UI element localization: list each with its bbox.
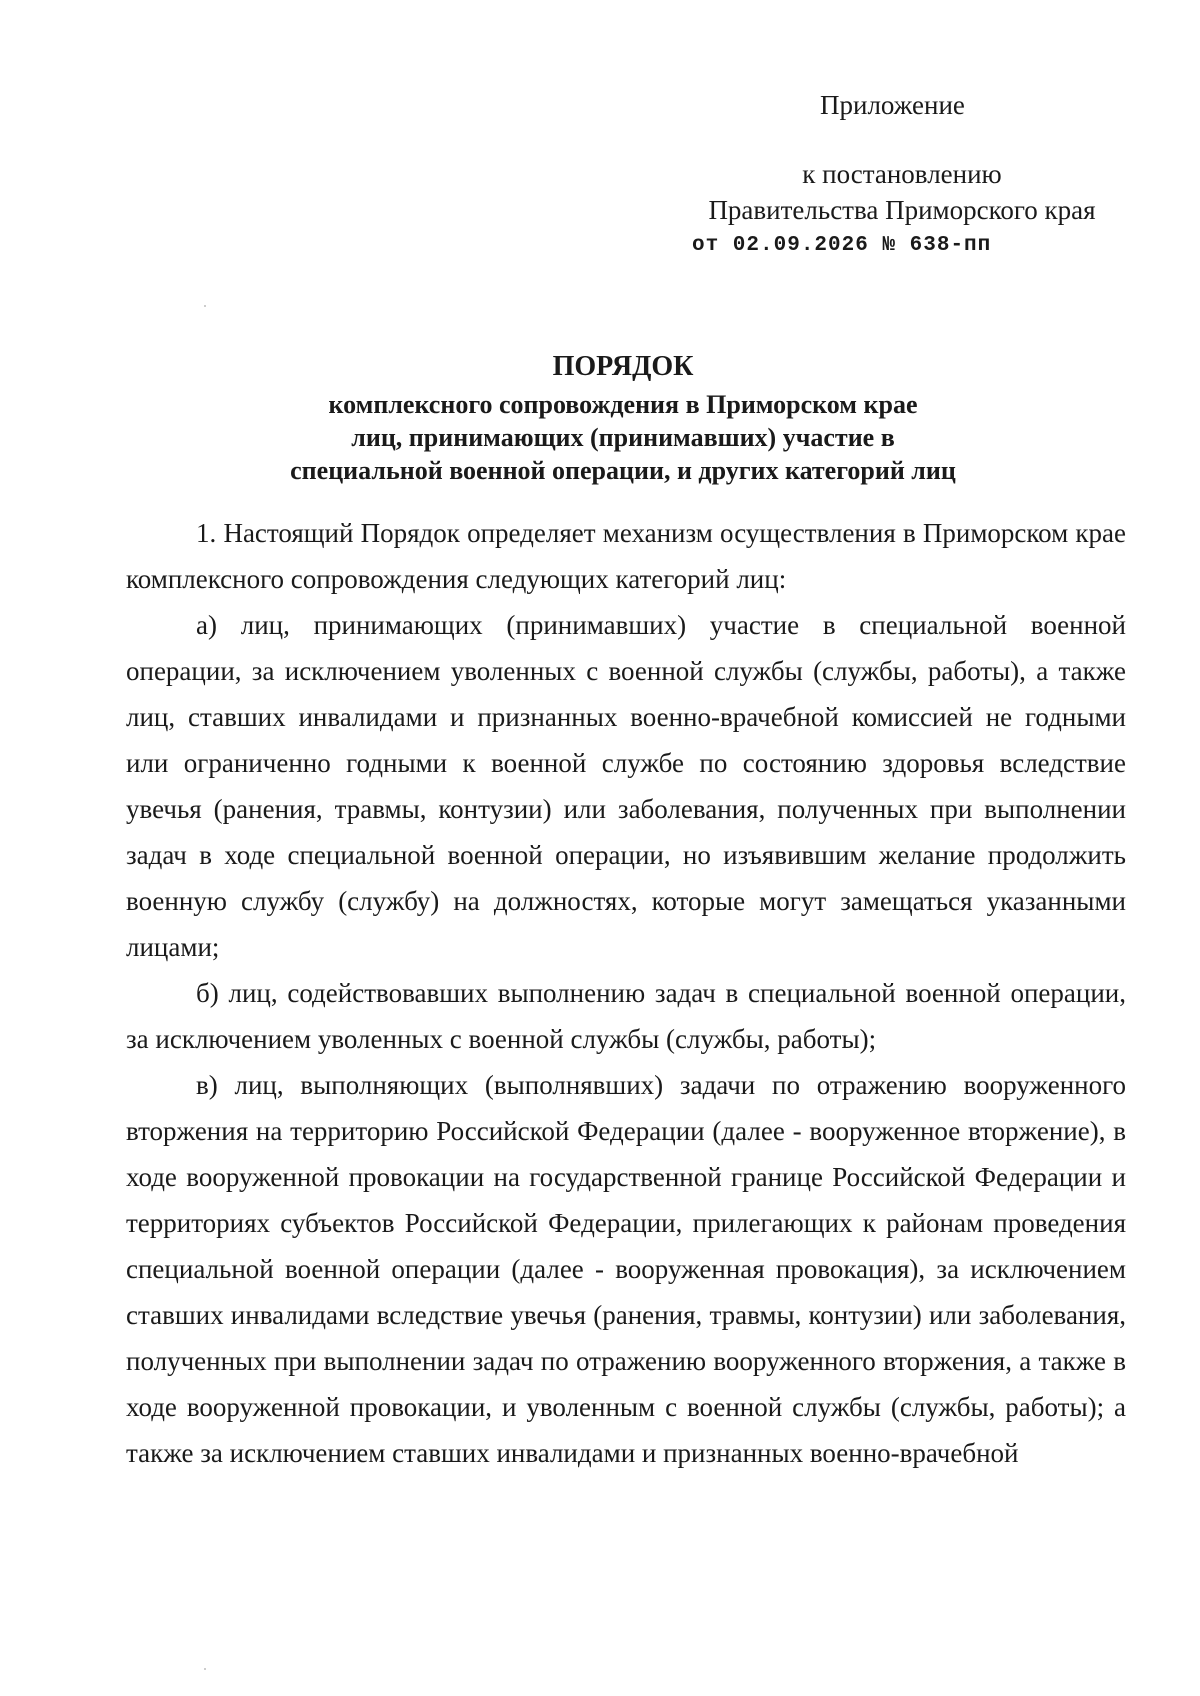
title-main: ПОРЯДОК [552, 351, 694, 382]
resolution-reference [692, 156, 1112, 264]
paragraph-b: б) лиц, содействовавших выполнению задач в специальной военной операции, за исключением уволенных с военной службы (службы, работы); [126, 978, 1126, 1054]
paragraph-a: а) лиц, принимающих (принимавших) участие в специальной военной операции, за исключением уволенных с военной службы (службы, работы), а также лиц, ставших инвалидами и признанных военно-врачебной комиссией не годными или ограниченно годными к военной службе по состоянию здоровья вследствие увечья (ранения, травмы, контузии) или заболевания, полученных при выполнении задач в ходе специальной военной операции, но изъявившим желание продолжить военную службу (службу) на должностях, которые могут замещаться указанными лицами; [126, 610, 1126, 962]
paragraph-v: в) лиц, выполняющих (выполнявших) задачи по отражению вооруженного вторжения на территорию Российской Федерации (далее - вооруженное вторжение), в ходе вооруженной провокации на государственной границе Российской Федерации и территориях субъектов Российской Федерации, прилегающих к районам проведения специальной военной операции (далее - вооруженная провокация), за исключением ставших инвалидами вследствие увечья (ранения, травмы, контузии) или заболевания, полученных при выполнении задач по отражению вооруженного вторжения, а также в ходе вооруженной провокации, и уволенным с военной службы (службы, работы); а также за исключением ставших инвалидами и признанных военно-врачебной [126, 1070, 1126, 1468]
scan-speck [204, 305, 206, 307]
paragraph-1: 1. Настоящий Порядок определяет механизм осуществления в Приморском крае комплексного сопровождения следующих категорий лиц: [126, 518, 1126, 594]
appendix-label: Приложение [820, 90, 965, 120]
resolution-line-2: Правительства Приморского края [708, 195, 1096, 225]
title-line-2: лиц, принимающих (принимавших) участие в [351, 423, 895, 452]
document-title [120, 348, 1126, 487]
scan-speck [204, 1668, 206, 1670]
title-line-3: специальной военной операции, и других категорий лиц [290, 456, 956, 485]
document-body [126, 510, 1126, 1476]
title-line-1: комплексного сопровождения в Приморском крае [328, 390, 918, 419]
resolution-line-1: к постановлению [802, 159, 1002, 189]
resolution-date-number-stamp: от 02.09.2026 № 638-пп [692, 234, 992, 257]
